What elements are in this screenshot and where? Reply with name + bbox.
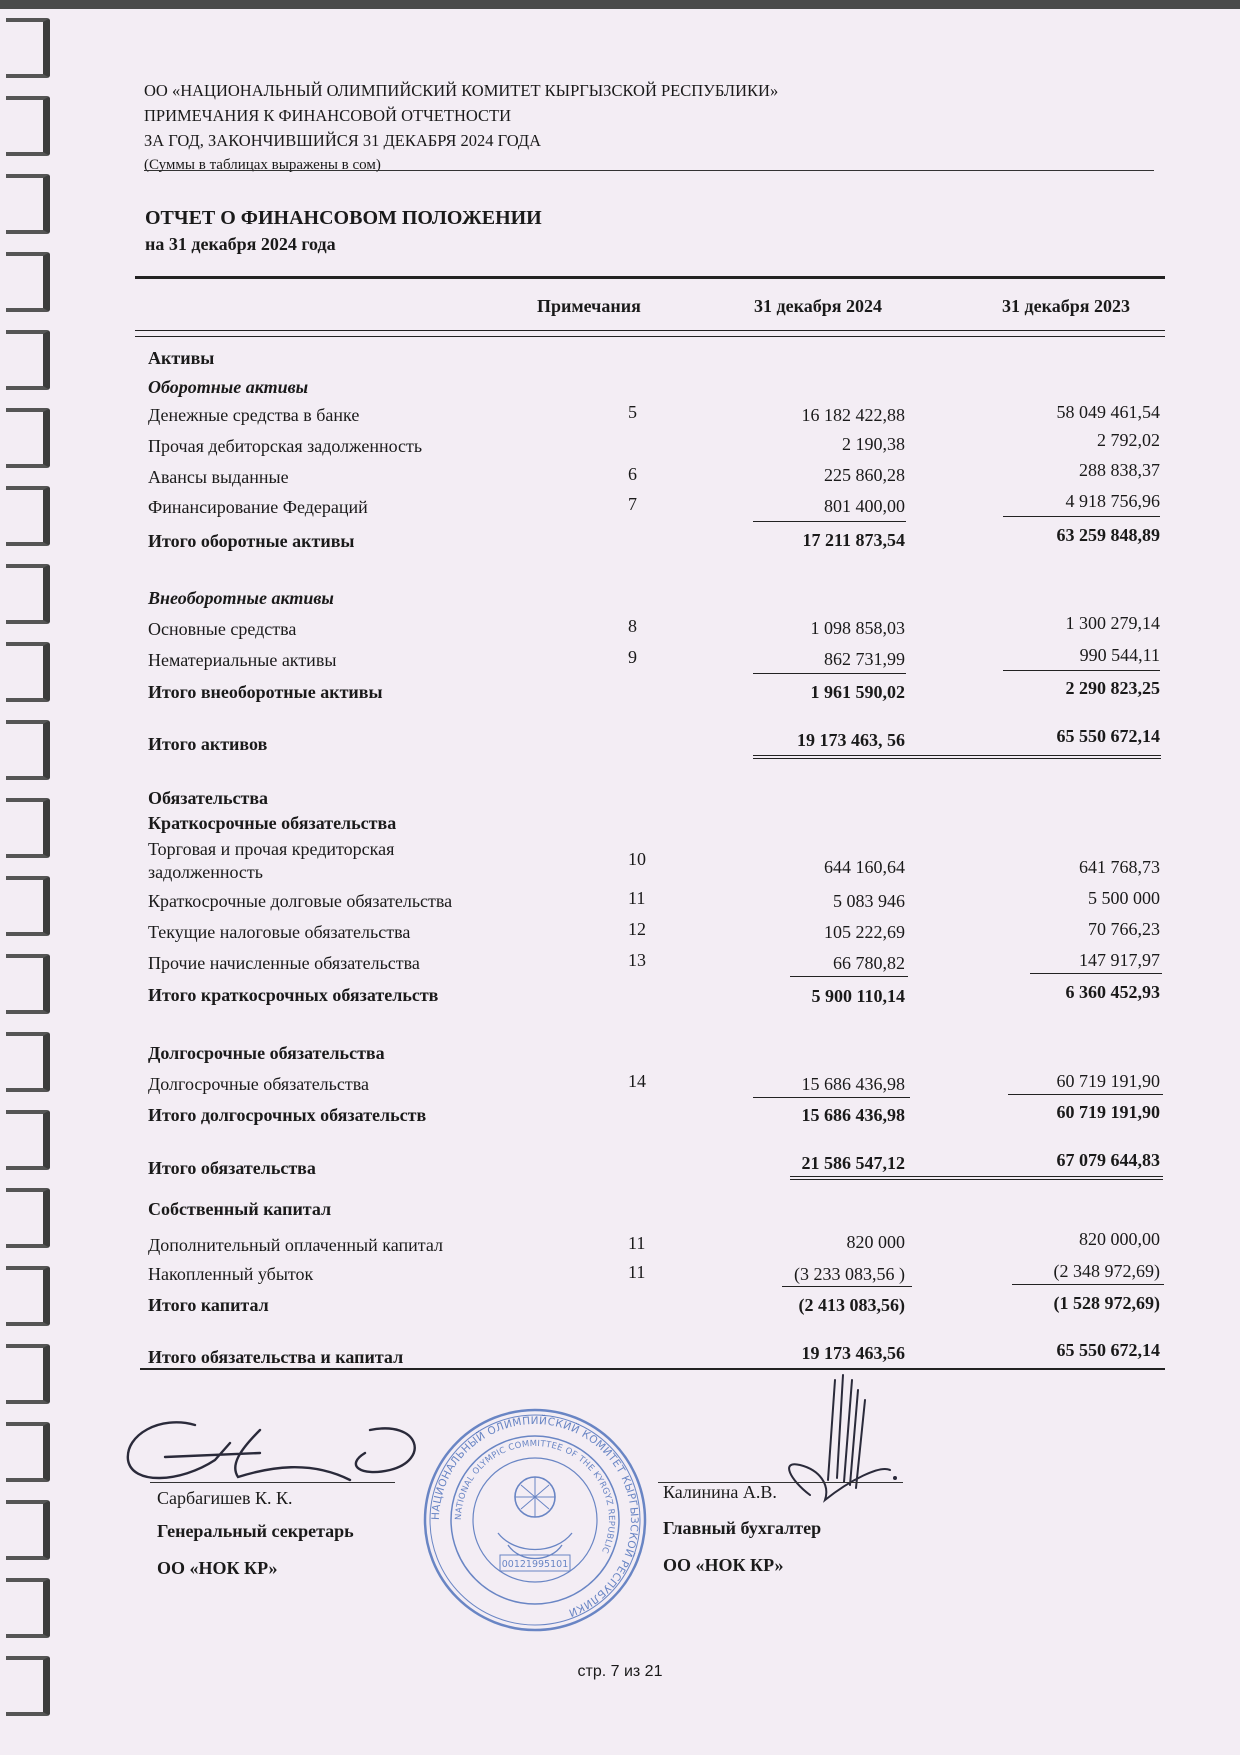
row-short-debt-2023: 5 500 000 bbox=[1088, 888, 1160, 908]
long-sum-line-2023 bbox=[1008, 1094, 1163, 1095]
scan-top-edge bbox=[0, 0, 1240, 9]
report-date: на 31 декабря 2024 года bbox=[145, 234, 336, 254]
binding-ring bbox=[6, 174, 50, 234]
short-total-2024: 5 900 110,14 bbox=[811, 986, 905, 1006]
row-fixed-2023: 1 300 279,14 bbox=[1065, 613, 1160, 633]
row-long-2024: 15 686 436,98 bbox=[801, 1074, 905, 1094]
binding-ring bbox=[6, 564, 50, 624]
binding-ring bbox=[6, 96, 50, 156]
period: ЗА ГОД, ЗАКОНЧИВШИЙСЯ 31 ДЕКАБРЯ 2024 ГОДА bbox=[144, 131, 542, 150]
row-advances-2024: 225 860,28 bbox=[824, 465, 905, 485]
binding-ring bbox=[6, 798, 50, 858]
row-long-note: 14 bbox=[628, 1071, 646, 1091]
row-fixed-2024: 1 098 858,03 bbox=[810, 618, 905, 638]
row-intangible-label: Нематериальные активы bbox=[148, 650, 337, 670]
row-trade-2024: 644 160,64 bbox=[824, 857, 905, 877]
row-accrued-label: Прочие начисленные обязательства bbox=[148, 953, 420, 973]
row-receivables-2024: 2 190,38 bbox=[842, 434, 905, 454]
short-sum-line-2024 bbox=[790, 976, 908, 977]
row-receivables-label: Прочая дебиторская задолженность bbox=[148, 436, 423, 456]
row-paid-in-note: 11 bbox=[628, 1233, 646, 1253]
equity-sum-line-2023 bbox=[1012, 1284, 1164, 1285]
binding-ring bbox=[6, 408, 50, 468]
row-deficit-note: 11 bbox=[628, 1262, 646, 1282]
row-short-debt-note: 11 bbox=[628, 888, 646, 908]
noncurrent-sum-line-2024 bbox=[753, 673, 906, 674]
binding-ring bbox=[6, 1578, 50, 1638]
total-liabilities-2024: 21 586 547,12 bbox=[801, 1153, 905, 1173]
current-sum-line-2024 bbox=[753, 521, 906, 522]
equity-sum-line-2024 bbox=[782, 1286, 912, 1287]
header-rule bbox=[144, 170, 1154, 171]
binding-ring bbox=[6, 876, 50, 936]
total-liabilities-label: Итого обязательства bbox=[148, 1158, 316, 1178]
grand-total-2023: 65 550 672,14 bbox=[1056, 1340, 1160, 1360]
left-signer-position: Генеральный секретарь bbox=[157, 1521, 354, 1541]
binding-ring bbox=[6, 1032, 50, 1092]
total-assets-label: Итого активов bbox=[148, 734, 268, 754]
right-signer-name: Калинина А.В. bbox=[663, 1482, 777, 1502]
row-trade-label-2: задолженность bbox=[148, 862, 263, 882]
left-sign-line bbox=[150, 1482, 395, 1483]
col-2024-header: 31 декабря 2024 bbox=[754, 296, 882, 316]
noncurrent-total-label: Итого внеоборотные активы bbox=[148, 682, 383, 702]
stamp-number: 00121995101 bbox=[501, 1559, 569, 1570]
short-total-2023: 6 360 452,93 bbox=[1065, 982, 1160, 1002]
row-intangible-note: 9 bbox=[628, 647, 637, 667]
equity-heading: Собственный капитал bbox=[148, 1199, 332, 1219]
right-signer-position: Главный бухгалтер bbox=[663, 1518, 822, 1538]
binding-ring bbox=[6, 1500, 50, 1560]
binding-ring bbox=[6, 1344, 50, 1404]
row-tax-label: Текущие налоговые обязательства bbox=[148, 922, 411, 942]
row-fixed-note: 8 bbox=[628, 616, 637, 636]
total-liabilities-2023: 67 079 644,83 bbox=[1056, 1150, 1160, 1170]
right-signer-org: ОО «НОК КР» bbox=[663, 1555, 784, 1575]
row-cash-label: Денежные средства в банке bbox=[148, 405, 360, 425]
row-short-debt-2024: 5 083 946 bbox=[833, 891, 905, 911]
binding-ring bbox=[6, 1422, 50, 1482]
long-term-heading: Долгосрочные обязательства bbox=[148, 1043, 385, 1063]
row-tax-2023: 70 766,23 bbox=[1088, 919, 1160, 939]
row-cash-2024: 16 182 422,88 bbox=[801, 405, 905, 425]
document-header bbox=[144, 78, 778, 178]
row-long-label: Долгосрочные обязательства bbox=[148, 1074, 369, 1094]
binding-ring bbox=[6, 18, 50, 78]
short-total-label: Итого краткосрочных обязательств bbox=[148, 985, 439, 1005]
row-trade-label bbox=[148, 838, 394, 884]
grand-total-label: Итого обязательства и капитал bbox=[148, 1347, 404, 1367]
row-accrued-note: 13 bbox=[628, 950, 646, 970]
total-equity-2023: (1 528 972,69) bbox=[1053, 1293, 1160, 1313]
row-accrued-2024: 66 780,82 bbox=[833, 953, 905, 973]
current-total-2024: 17 211 873,54 bbox=[802, 530, 905, 550]
noncurrent-total-2023: 2 290 823,25 bbox=[1065, 678, 1160, 698]
row-paid-in-2023: 820 000,00 bbox=[1079, 1229, 1160, 1249]
noncurrent-total-2024: 1 961 590,02 bbox=[810, 682, 905, 702]
col-2023-header: 31 декабря 2023 bbox=[1002, 296, 1130, 316]
row-intangible-2023: 990 544,11 bbox=[1079, 645, 1160, 665]
row-advances-note: 6 bbox=[628, 464, 637, 484]
total-equity-2024: (2 413 083,56) bbox=[798, 1295, 905, 1315]
notes-title: ПРИМЕЧАНИЯ К ФИНАНСОВОЙ ОТЧЕТНОСТИ bbox=[144, 106, 511, 125]
binding-ring bbox=[6, 486, 50, 546]
row-federations-label: Финансирование Федераций bbox=[148, 497, 368, 517]
row-receivables-2023: 2 792,02 bbox=[1097, 430, 1160, 450]
grand-total-2024: 19 173 463,56 bbox=[801, 1343, 905, 1363]
header-bottom-rule bbox=[135, 330, 1165, 331]
row-intangible-2024: 862 731,99 bbox=[824, 649, 905, 669]
page-number: стр. 7 из 21 bbox=[577, 1663, 663, 1680]
left-signer-org: ОО «НОК КР» bbox=[157, 1558, 278, 1578]
current-assets-heading: Оборотные активы bbox=[148, 377, 309, 397]
row-trade-note: 10 bbox=[628, 849, 646, 869]
binding-ring bbox=[6, 252, 50, 312]
row-short-debt-label: Краткосрочные долговые обязательства bbox=[148, 891, 453, 911]
stamp-inner-text: NATIONAL OLYMPIC COMMITTEE OF THE KYRGYZ REPUBLIC bbox=[453, 1438, 617, 1555]
short-term-heading: Краткосрочные обязательства bbox=[148, 813, 397, 833]
currency-note: (Суммы в таблицах выражены в сом) bbox=[144, 157, 381, 173]
header-bottom-rule-2 bbox=[135, 336, 1165, 337]
binding-ring bbox=[6, 642, 50, 702]
row-deficit-2023: (2 348 972,69) bbox=[1053, 1261, 1160, 1281]
row-cash-note: 5 bbox=[628, 402, 637, 422]
current-total-label: Итого оборотные активы bbox=[148, 531, 355, 551]
noncurrent-sum-line-2023 bbox=[1003, 670, 1160, 671]
table-top-rule bbox=[135, 276, 1165, 279]
row-accrued-2023: 147 917,97 bbox=[1079, 950, 1160, 970]
row-deficit-label: Накопленный убыток bbox=[148, 1264, 314, 1284]
row-trade-2023: 641 768,73 bbox=[1079, 857, 1160, 877]
row-deficit-2024: (3 233 083,56 ) bbox=[794, 1264, 905, 1284]
total-assets-double-rule bbox=[753, 755, 1161, 759]
row-advances-label: Авансы выданные bbox=[148, 467, 289, 487]
liabilities-heading: Обязательства bbox=[148, 788, 269, 808]
row-federations-2024: 801 400,00 bbox=[824, 496, 905, 516]
binding-ring bbox=[6, 954, 50, 1014]
binding-ring bbox=[6, 330, 50, 390]
long-sum-line-2024 bbox=[753, 1097, 910, 1098]
total-assets-2023: 65 550 672,14 bbox=[1056, 726, 1160, 746]
total-liabilities-double-rule bbox=[790, 1176, 1163, 1180]
left-signer-name: Сарбагишев К. К. bbox=[157, 1488, 293, 1508]
stamp-outer-text: НАЦИОНАЛЬНЫЙ ОЛИМПИЙСКИЙ КОМИТЕТ КЫРГЫЗСКОЙ РЕСПУБЛИКИ bbox=[429, 1414, 641, 1619]
binding-ring bbox=[6, 1110, 50, 1170]
official-stamp bbox=[420, 1405, 650, 1635]
long-total-label: Итого долгосрочных обязательств bbox=[148, 1105, 427, 1125]
org-name: ОО «НАЦИОНАЛЬНЫЙ ОЛИМПИЙСКИЙ КОМИТЕТ КЫРГЫЗСКОЙ РЕСПУБЛИКИ» bbox=[144, 81, 779, 100]
binding-ring bbox=[6, 1266, 50, 1326]
binding-ring bbox=[6, 1188, 50, 1248]
grand-total-rule bbox=[140, 1368, 1165, 1370]
row-paid-in-label: Дополнительный оплаченный капитал bbox=[148, 1235, 443, 1255]
long-total-2024: 15 686 436,98 bbox=[801, 1105, 905, 1125]
report-title bbox=[145, 205, 542, 257]
row-trade-label-1: Торговая и прочая кредиторская bbox=[148, 839, 395, 859]
binding-ring bbox=[6, 720, 50, 780]
spiral-binding bbox=[0, 0, 58, 1755]
noncurrent-heading: Внеоборотные активы bbox=[148, 588, 334, 608]
row-federations-2023: 4 918 756,96 bbox=[1065, 491, 1160, 511]
row-federations-note: 7 bbox=[628, 494, 637, 514]
current-total-2023: 63 259 848,89 bbox=[1056, 525, 1160, 545]
long-total-2023: 60 719 191,90 bbox=[1056, 1102, 1160, 1122]
total-equity-label: Итого капитал bbox=[148, 1295, 269, 1315]
row-advances-2023: 288 838,37 bbox=[1079, 460, 1160, 480]
col-notes-header: Примечания bbox=[537, 296, 641, 316]
row-cash-2023: 58 049 461,54 bbox=[1056, 402, 1160, 422]
row-paid-in-2024: 820 000 bbox=[846, 1232, 905, 1252]
assets-heading: Активы bbox=[148, 348, 215, 368]
row-tax-note: 12 bbox=[628, 919, 646, 939]
short-sum-line-2023 bbox=[1030, 973, 1162, 974]
current-sum-line-2023 bbox=[1003, 516, 1160, 517]
row-tax-2024: 105 222,69 bbox=[824, 922, 905, 942]
row-long-2023: 60 719 191,90 bbox=[1056, 1071, 1160, 1091]
total-assets-2024: 19 173 463, 56 bbox=[797, 730, 905, 750]
report-title-text: ОТЧЕТ О ФИНАНСОВОМ ПОЛОЖЕНИИ bbox=[145, 207, 542, 229]
row-fixed-label: Основные средства bbox=[148, 619, 297, 639]
